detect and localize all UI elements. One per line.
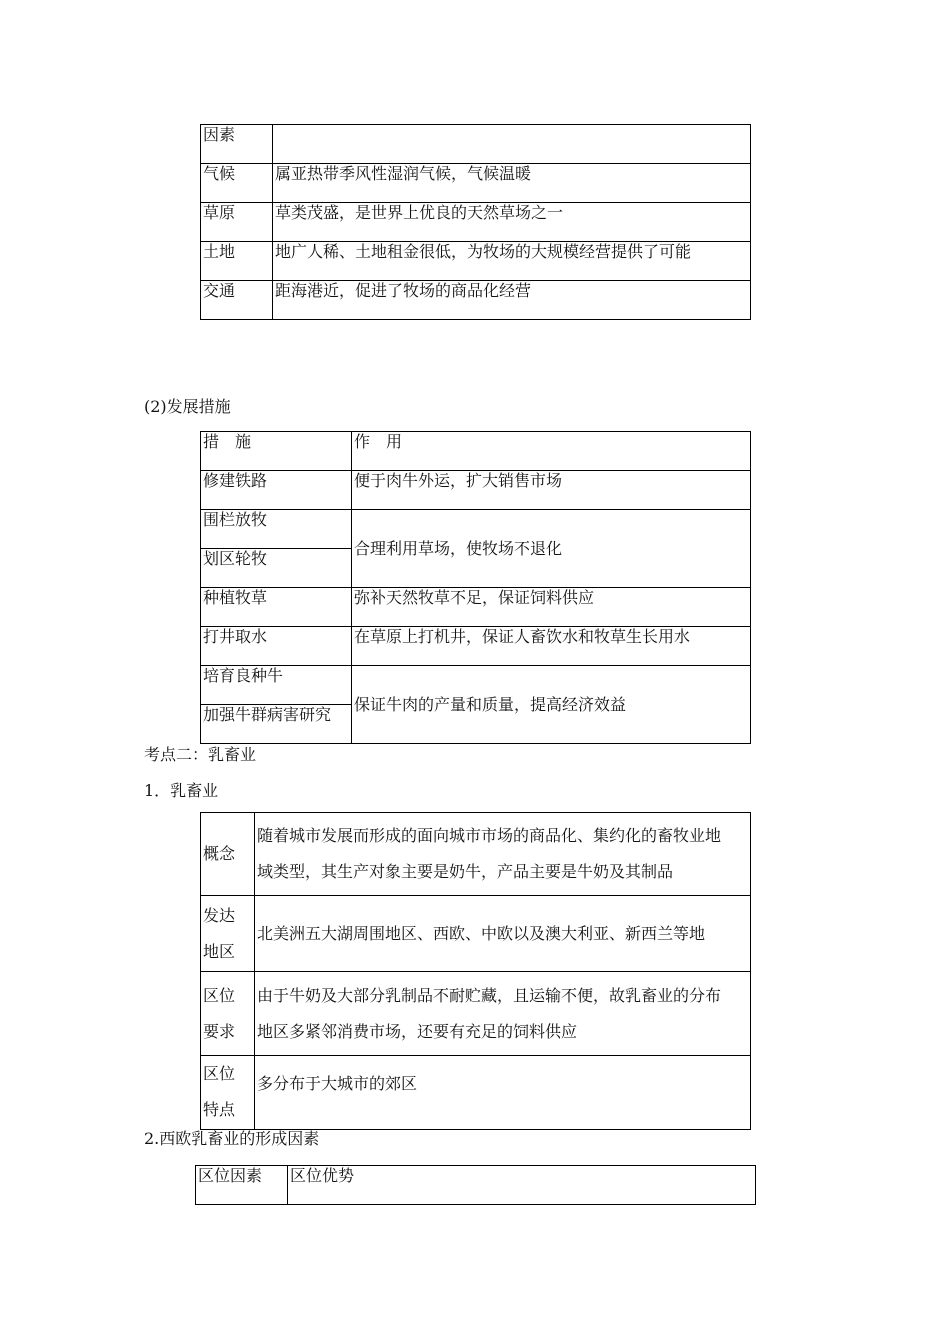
table-cell: 在草原上打机井，保证人畜饮水和牧草生长用水 bbox=[352, 627, 751, 666]
table-header-cell: 措 施 bbox=[201, 432, 352, 471]
table-cell: 打井取水 bbox=[201, 627, 352, 666]
table-row bbox=[201, 588, 751, 627]
table-row bbox=[201, 627, 751, 666]
table-row bbox=[201, 813, 751, 896]
table-row bbox=[201, 972, 751, 1056]
table-cell: 土地 bbox=[201, 242, 273, 281]
table-row bbox=[201, 510, 751, 549]
table-header-cell: 区位优势 bbox=[288, 1166, 756, 1205]
table-row bbox=[201, 125, 751, 164]
cell-line: 随着城市发展而形成的面向城市市场的商品化、集约化的畜牧业地 bbox=[257, 826, 722, 845]
table-cell: 便于肉牛外运，扩大销售市场 bbox=[352, 471, 751, 510]
item-heading: 1．乳畜业 bbox=[144, 781, 219, 800]
table-cell bbox=[201, 972, 255, 1056]
table-row bbox=[201, 164, 751, 203]
table-row bbox=[201, 471, 751, 510]
table-cell bbox=[201, 1056, 255, 1130]
table-cell bbox=[255, 813, 751, 896]
table-cell: 多分布于大城市的郊区 bbox=[255, 1056, 751, 1130]
cell-line: 区位 bbox=[203, 1064, 236, 1083]
cell-line: 地区 bbox=[203, 941, 236, 961]
table-cell: 草原 bbox=[201, 203, 273, 242]
cell-line: 域类型，其生产对象主要是奶牛，产品主要是牛奶及其制品 bbox=[257, 862, 674, 881]
table-header-cell: 区位因素 bbox=[196, 1166, 288, 1205]
table-cell: 属亚热带季风性湿润气候，气候温暖 bbox=[273, 164, 751, 203]
table-cell: 划区轮牧 bbox=[201, 549, 352, 588]
table-cell: 修建铁路 bbox=[201, 471, 352, 510]
table-row bbox=[201, 432, 751, 471]
western-europe-table bbox=[195, 1165, 756, 1205]
table-cell bbox=[255, 972, 751, 1056]
cell-line: 区位 bbox=[203, 985, 236, 1005]
table-cell: 北美洲五大湖周围地区、西欧、中欧以及澳大利亚、新西兰等地 bbox=[255, 896, 751, 972]
section-heading: (2)发展措施 bbox=[144, 397, 231, 416]
table-row bbox=[196, 1166, 756, 1205]
cell-line: 要求 bbox=[203, 1021, 236, 1041]
table-cell: 合理利用草场，使牧场不退化 bbox=[352, 510, 751, 588]
table-cell: 保证牛肉的产量和质量，提高经济效益 bbox=[352, 666, 751, 744]
table-row bbox=[201, 666, 751, 705]
table-cell: 地广人稀、土地租金很低，为牧场的大规模经营提供了可能 bbox=[273, 242, 751, 281]
section-heading: 考点二：乳畜业 bbox=[144, 745, 257, 764]
dairy-table bbox=[200, 812, 751, 1130]
table-row bbox=[201, 203, 751, 242]
table-cell bbox=[201, 896, 255, 972]
item-heading: 2.西欧乳畜业的形成因素 bbox=[144, 1129, 320, 1148]
table-cell: 交通 bbox=[201, 281, 273, 320]
cell-line: 由于牛奶及大部分乳制品不耐贮藏，且运输不便，故乳畜业的分布 bbox=[257, 985, 722, 1005]
cell-line: 地区多紧邻消费市场，还要有充足的饲料供应 bbox=[257, 1021, 578, 1041]
table-cell: 气候 bbox=[201, 164, 273, 203]
table-cell: 围栏放牧 bbox=[201, 510, 352, 549]
table-cell bbox=[273, 125, 751, 164]
table-cell: 因素 bbox=[201, 125, 273, 164]
table-cell: 培育良种牛 bbox=[201, 666, 352, 705]
table-row bbox=[201, 896, 751, 972]
table-cell: 加强牛群病害研究 bbox=[201, 705, 352, 744]
cell-line: 发达 bbox=[203, 905, 236, 925]
factors-table bbox=[200, 124, 751, 320]
table-cell: 弥补天然牧草不足，保证饲料供应 bbox=[352, 588, 751, 627]
table-row bbox=[201, 281, 751, 320]
table-cell: 种植牧草 bbox=[201, 588, 352, 627]
table-cell: 距海港近，促进了牧场的商品化经营 bbox=[273, 281, 751, 320]
table-cell: 概念 bbox=[201, 813, 255, 896]
table-row bbox=[201, 242, 751, 281]
measures-table bbox=[200, 431, 751, 744]
table-cell: 草类茂盛，是世界上优良的天然草场之一 bbox=[273, 203, 751, 242]
table-header-cell: 作 用 bbox=[352, 432, 751, 471]
cell-line: 特点 bbox=[203, 1100, 236, 1119]
table-row bbox=[201, 1056, 751, 1130]
